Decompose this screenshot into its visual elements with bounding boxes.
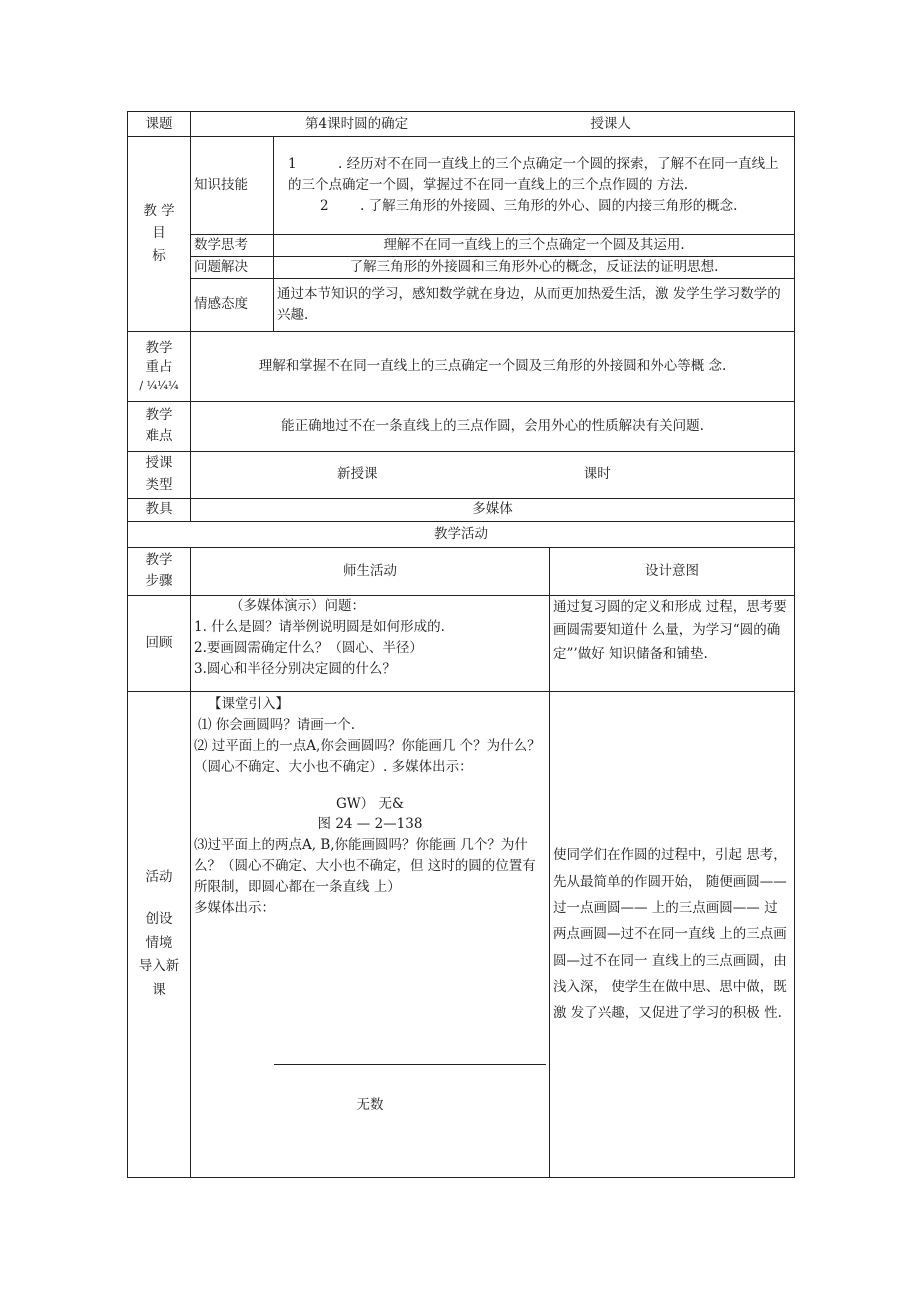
activities-title-row xyxy=(128,521,795,547)
lesson-type-value: 新授课 xyxy=(337,466,378,483)
topic-cell xyxy=(191,112,795,137)
objective-row-problem xyxy=(128,256,795,278)
key-points-label: 教学 重占 / ¼¼¼ xyxy=(128,331,191,401)
objective-name-attitude: 情感态度 xyxy=(191,278,274,331)
objective-name-problem: 问题解决 xyxy=(191,256,274,278)
activities-header-row xyxy=(128,547,795,595)
objective-row-knowledge xyxy=(128,137,795,235)
objective-row-attitude xyxy=(128,278,795,331)
lesson-type-cell xyxy=(191,451,795,498)
lesson-type-row xyxy=(128,451,795,498)
intro-heading: 【课堂引入】 xyxy=(208,695,289,712)
intro-figure-bottom: 无数 xyxy=(356,1097,384,1114)
intro-figure-caption: 图 24 — 2—138 xyxy=(317,816,423,833)
tools-row xyxy=(128,498,795,521)
lesson-hours-label: 课时 xyxy=(583,466,611,483)
review-intent: 通过复习圆的定义和形成 过程，思考要画圆需要知道什 么量，为学习“圆的确定”’做好 知识储备和铺垫. xyxy=(550,595,795,691)
tools-label: 教具 xyxy=(128,498,191,521)
lesson-type-label: 授课 类型 xyxy=(128,451,191,498)
intro-q2: ⑵ 过平面上的一点A,你会画圆吗？你能画几 个？为什么？（圆心不确定、大小也不确定）. 多媒体出示： xyxy=(194,737,541,775)
difficulties-label: 教学 难点 xyxy=(128,401,191,451)
objective-name-knowledge: 知识技能 xyxy=(191,137,274,235)
review-line-0: （多媒体演示）问题： xyxy=(230,597,365,614)
intro-media: 多媒体出示： xyxy=(194,900,275,917)
objective-text-problem: 了解三角形的外接圆和三角形外心的概念，反证法的证明思想. xyxy=(274,256,795,278)
topic-label: 课题 xyxy=(128,112,191,137)
objective-text-thinking: 理解不在同一直线上的三个点确定一个圆及其运用. xyxy=(274,235,795,257)
intro-q1: ⑴ 你会画圆吗？请画一个. xyxy=(198,716,356,733)
intro-q3: ⑶过平面上的两点A, B,你能画圆吗？你能画 几个？为什么？（圆心不确定、大小也不确定，但 这时的圆的位置有所限制，即圆心都在一条直线 上） xyxy=(194,837,536,896)
intro-figure-text: GW） 无& xyxy=(336,795,404,812)
difficulties-text: 能正确地过不在一条直线上的三点作圆，会用外心的性质解决有关问题. xyxy=(191,401,795,451)
objective-text-attitude: 通过本节知识的学习，感知数学就在身边，从而更加热爱生活，激 发学生学习数学的兴趣. xyxy=(274,278,795,331)
review-line-1: 1. 什么是圆？请举例说明圆是如何形成的. xyxy=(194,618,445,635)
key-points-text: 理解和掌握不在同一直线上的三点确定一个圆及三角形的外接圆和外心等概 念. xyxy=(191,331,795,401)
review-line-2: 2.要画圆需确定什么？（圆心、半径） xyxy=(194,639,423,656)
review-activity xyxy=(191,595,550,691)
intro-activity xyxy=(191,691,550,1177)
header-row xyxy=(128,112,795,137)
activities-title: 教学活动 xyxy=(128,521,795,547)
objective-row-thinking xyxy=(128,235,795,257)
col-activity-label: 师生活动 xyxy=(191,547,550,595)
key-points-row xyxy=(128,331,795,401)
review-step: 回顾 xyxy=(128,595,191,691)
topic-value: 第4课时圆的确定 xyxy=(305,115,409,132)
objectives-label: 教 学 目 标 xyxy=(128,137,191,332)
intro-step: 活动 创设 情境 导入新课 xyxy=(128,691,191,1177)
teacher-label: 授课人 xyxy=(590,115,631,132)
lesson-plan-table xyxy=(127,111,795,1178)
col-steps-label: 教学 步骤 xyxy=(128,547,191,595)
lesson-plan-page xyxy=(127,111,794,1178)
tools-value: 多媒体 xyxy=(191,498,795,521)
intro-row xyxy=(128,691,795,1177)
objective-text-knowledge: 1 . 经历对不在同一直线上的三个点确定一个圆的探索，了解不在同一直线上的三个点确定一个圆，掌握过不在同一直线上的三个点作圆的 方法. 2 . 了解三角形的外接圆、三角形的外心、圆的内接三角形的概念. xyxy=(274,137,795,235)
intro-intent: 使同学们在作圆的过程中，引起 思考，先从最简单的作圆开始， 随便画圆——过一点画圆—— 上的三点画圆—— 过两点画圆—过不在同一直线 上的三点画圆—过不在同一 直线上的三点画圆，由浅入深， 使学生在做中思、思中做，既激 发了兴趣，又促进了学习的积极 性. xyxy=(550,691,795,1177)
objective-name-thinking: 数学思考 xyxy=(191,235,274,257)
difficulties-row xyxy=(128,401,795,451)
review-row xyxy=(128,595,795,691)
review-line-3: 3.圆心和半径分别决定圆的什么？ xyxy=(194,660,396,677)
figure-divider xyxy=(274,1064,546,1065)
col-intent-label: 设计意图 xyxy=(550,547,795,595)
